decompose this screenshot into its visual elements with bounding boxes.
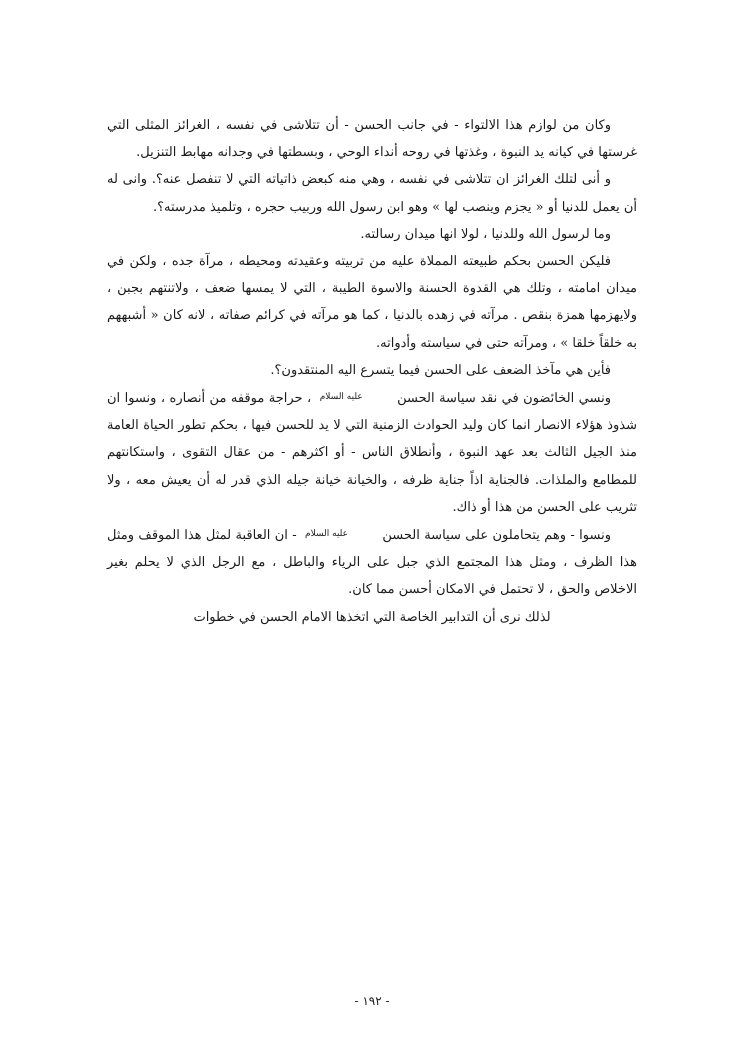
honorific-glyph: عليه السلام: [305, 529, 349, 540]
paragraph-text-end: - ان العاقبة لمثل هذا الموقف ومثل هذا الظرف ، ومثل هذا المجتمع الذي جبل على الرياء والباطل ، مع الرجل الذي لا يحلم بغير الاخلاص والحق ، لا تحتمل في الامكان أحسن مما كان.: [107, 528, 637, 598]
paragraph-text-start: ونسوا - وهم يتحاملون على سياسة الحسن: [382, 528, 611, 544]
paragraph: [107, 384, 637, 521]
paragraph: لذلك نرى أن التدابير الخاصة التي اتخذها الامام الحسن في خطوات: [193, 609, 551, 625]
paragraph: فليكن الحسن بحكم طبيعته المملاة عليه من تربيته وعقيدته ومحيطه ، مرآة جده ، ولكن في ميدان امامته ، وتلك هي القدوة الحسنة والاسوة الطيبة ، التي لا يمسها ضعف ، ولاتنتهم بجبن ، ولايهزمها همزة بنقص . مرآته في زهده بالدنيا ، كما هو مرآته في كرائم صفاته ، لانه كان « أشبههم به خلقاً خلقا » ، ومرآته حتى في سياسته وأدواته.: [107, 254, 637, 351]
paragraph: وكان من لوازم هذا الالتواء - في جانب الحسن - أن تتلاشى في نفسه ، الغرائز المثلى التي غرستها في كيانه يد النبوة ، وغذتها في روحه أنداء الوحي ، وبسطتها في وجدانه مهابط التنزيل.: [107, 118, 637, 161]
page-number: - ١٩٢ -: [354, 994, 390, 1008]
body-text: [107, 112, 637, 631]
paragraph: وما لرسول الله وللدنيا ، لولا انها ميدان رسالته.: [360, 226, 611, 242]
paragraph: فأين هي مآخذ الضعف على الحسن فيما يتسرع اليه المنتقدون؟.: [270, 362, 611, 378]
paragraph: و أنى لتلك الغرائز ان تتلاشى في نفسه ، وهي منه كبعض ذاتياته التي لا تنفصل عنه؟. وانى له أن يعمل للدنيا أو « يجزم وينصب لها » وهو ابن رسول الله وربيب حجره ، وتلميذ مدرسته؟.: [107, 172, 637, 215]
paragraph-text-start: ونسي الخائضون في نقد سياسة الحسن: [397, 391, 612, 407]
honorific-glyph: عليه السلام: [319, 392, 363, 403]
paragraph-text-end: ، حراجة موقفه من أنصاره ، ونسوا ان شذوذ هؤلاء الانصار انما كان وليد الحوادث الزمنية التي لا يد للحسن فيها ، بحكم تطور الحياة العامة منذ الجيل الثالث بعد عهد النبوة ، وأنطلاق الناس - أو اكثرهم - من عقال التقوى ، واستكانتهم للمطامع والملذات. فالجناية اذاً جناية ظرفه ، والخيانة خيانة جيله الذي قدر له أن يعيش معه ، ولا تثريب على الحسن من هذا أو ذاك.: [107, 391, 638, 515]
paragraph: [107, 521, 637, 604]
